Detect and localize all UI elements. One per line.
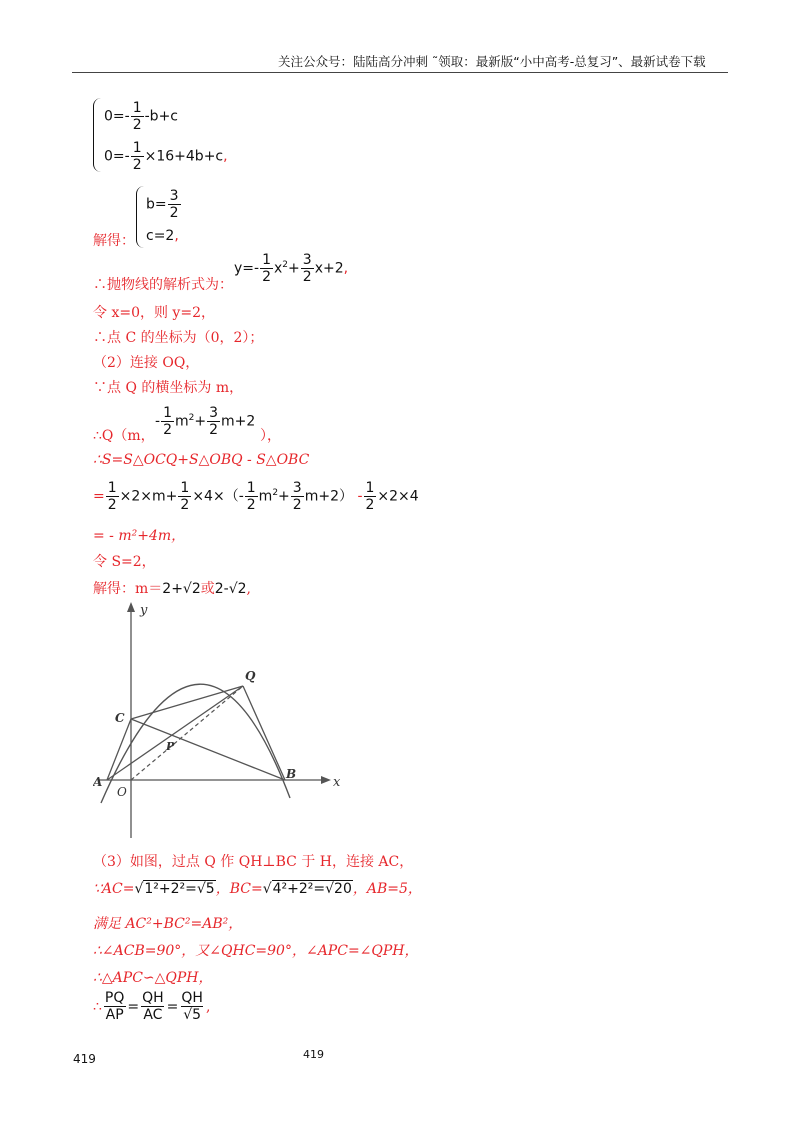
s-f4-num: 3 [292,480,302,496]
s-p2: ×4×（- [192,488,244,505]
ratio-prefix: ∴ [93,999,102,1015]
label-a: A [93,775,103,789]
label-b: B [286,767,297,781]
s-f1-num: 1 [107,480,117,496]
eq2-num: 1 [132,140,142,156]
parabola-pow: 2 [282,259,289,270]
s-pow: 2 [272,487,279,498]
bc-label: ，BC= [215,881,263,897]
segment-oq-dashed [131,686,243,780]
q-tail: ）， [260,428,281,444]
q-m: m [174,413,189,430]
eq2-frac [131,140,144,173]
ac-expr: 1²+2²=√5 [144,881,215,897]
r3-num: QH [181,990,203,1006]
s-p4: + [278,488,290,505]
parabola-f1-den: 2 [262,269,271,285]
system-brace [93,98,102,172]
parabola-label: ∴抛物线的解析式为： [93,277,233,293]
ratio-eq2: = [166,999,179,1015]
bc-sqrt: √4²+2²=√20 [262,881,352,897]
q-f2-den: 2 [209,422,219,438]
solve-b-num: 3 [169,188,179,204]
solve-brace [136,186,145,248]
q-f1-num: 1 [163,405,172,421]
q-expr [155,405,255,438]
label-q: Q [245,669,256,683]
parabola-tail: , [343,260,349,277]
bc-expr: 4²+2²=√20 [272,881,352,897]
ratio-eq1: = [127,999,140,1015]
label-c: C [115,711,125,725]
r3-den: √5 [183,1007,202,1023]
parabola-frac2 [301,252,314,285]
s-f2-den: 2 [180,497,190,513]
m-val2: 2-√2 [214,581,247,597]
line-q-x: ∵点 Q 的横坐标为 m， [93,380,244,396]
s-f2-num: 1 [180,480,190,496]
s-eq: = [93,488,105,505]
q-frac2 [207,405,220,438]
parabola-expr [234,252,348,285]
ratio-frac1 [103,990,126,1023]
label-y: y [140,603,148,618]
s-f1-den: 2 [107,497,117,513]
eq1-frac [131,100,144,133]
parabola-rest: x+2 [314,260,344,277]
s-f3-num: 1 [246,480,256,496]
s-f4-den: 2 [292,497,302,513]
q-f1-den: 2 [163,422,172,438]
m-label: 解得：m＝ [93,581,163,597]
solve-c [146,228,179,244]
m-tail: , [246,581,251,597]
r2-den: AC [143,1007,163,1023]
system-eq2 [104,140,228,173]
q-f2-num: 3 [209,405,219,421]
parabola-x: x [274,260,283,277]
parabola-f2-num: 3 [302,252,312,268]
segment-aq [107,686,243,780]
solve-b-den: 2 [169,205,179,221]
q-rest: m+2 [221,413,256,430]
eq1-den: 2 [132,117,142,133]
s-frac2 [178,480,191,513]
solve-b-frac [168,188,181,221]
s-result: = - m²+4m， [93,528,186,544]
part3-line5: ∴△APC∽△QPH， [93,970,213,986]
s-frac3 [245,480,258,513]
solve-tail: , [174,228,179,244]
solve-c-text: c=2 [146,228,175,244]
parabola-lhs: y=- [234,260,260,277]
parabola-frac1 [260,252,273,285]
eq1-num: 1 [132,100,142,116]
eq2-rhs: ×16+4b+c [144,148,224,165]
s-p5: m+2） [304,488,353,505]
m-solution [93,578,251,598]
s-expr [93,480,419,513]
page-number-left: 419 [73,1052,96,1066]
header-divider [72,72,728,73]
part3-line2 [93,878,422,898]
m-or: 或 [200,581,215,597]
parabola-plus: + [288,260,300,277]
q-pow: 2 [188,412,195,423]
part3-line3: 满足 AC²+BC²=AB²， [93,916,243,932]
s-minus: - [357,488,363,505]
geometry-figure [93,598,343,843]
eq2-den: 2 [132,157,142,173]
s-let: 令 S=2， [93,554,156,570]
solve-label: 解得： [93,233,135,249]
q-frac1 [161,405,174,438]
q-plus: + [194,413,207,430]
s-f5-num: 1 [365,480,375,496]
s-f3-den: 2 [246,497,256,513]
s-line: ∴S=S△OCQ+S△OBQ - S△OBC [93,452,310,468]
parabola-f2-den: 2 [302,269,312,285]
y-axis-arrow [127,602,135,612]
ratio-frac3 [179,990,205,1023]
label-x: x [333,775,341,790]
s-frac5 [364,480,377,513]
page-number-center: 419 [303,1048,324,1061]
part3-line4: ∴∠ACB=90°，又∠QHC=90°，∠APC=∠QPH， [93,943,419,959]
line-let-x: 令 x=0，则 y=2， [93,305,215,321]
line-point-c: ∴点 C 的坐标为（0，2）； [93,330,264,346]
ratio-expr [93,990,210,1023]
label-p: P [166,740,175,753]
solve-b-lhs: b= [146,196,167,213]
m-val1: 2+√2 [162,581,201,597]
ac-sqrt: √1²+2²=√5 [134,881,215,897]
parabola-curve [101,684,290,803]
system-eq1 [104,100,178,133]
ab-text: ，AB=5， [352,881,422,897]
part3-line1: （3）如图，过点 Q 作 QH⊥BC 于 H，连接 AC， [93,854,414,870]
line-part2: （2）连接 OQ， [93,355,200,371]
s-p6: ×2×4 [377,488,419,505]
s-p1: ×2×m+ [119,488,178,505]
x-axis-arrow [321,776,331,784]
s-f5-den: 2 [365,497,375,513]
r2-num: QH [142,990,164,1006]
label-o: O [117,785,127,799]
eq2-lhs: 0=- [104,148,130,165]
s-p3: m [258,488,273,505]
eq1-rhs: -b+c [144,108,178,125]
solve-b [146,188,182,221]
ac-label: ∵AC= [93,881,135,897]
ratio-frac2 [140,990,166,1023]
r1-num: PQ [104,990,125,1006]
s-frac4 [291,480,304,513]
page-header: 关注公众号：陆陆高分冲刺 ˜领取：最新版“小中高考-总复习”、最新试卷下载 [278,54,706,69]
segment-cq [131,686,243,719]
q-label: ∴Q（m， [93,428,155,444]
s-frac1 [106,480,119,513]
ratio-tail: , [205,999,211,1015]
parabola-f1-num: 1 [262,252,271,268]
eq2-tail: , [223,148,228,165]
q-lhs: - [155,413,161,430]
eq1-lhs: 0=- [104,108,130,125]
r1-den: AP [105,1007,124,1023]
